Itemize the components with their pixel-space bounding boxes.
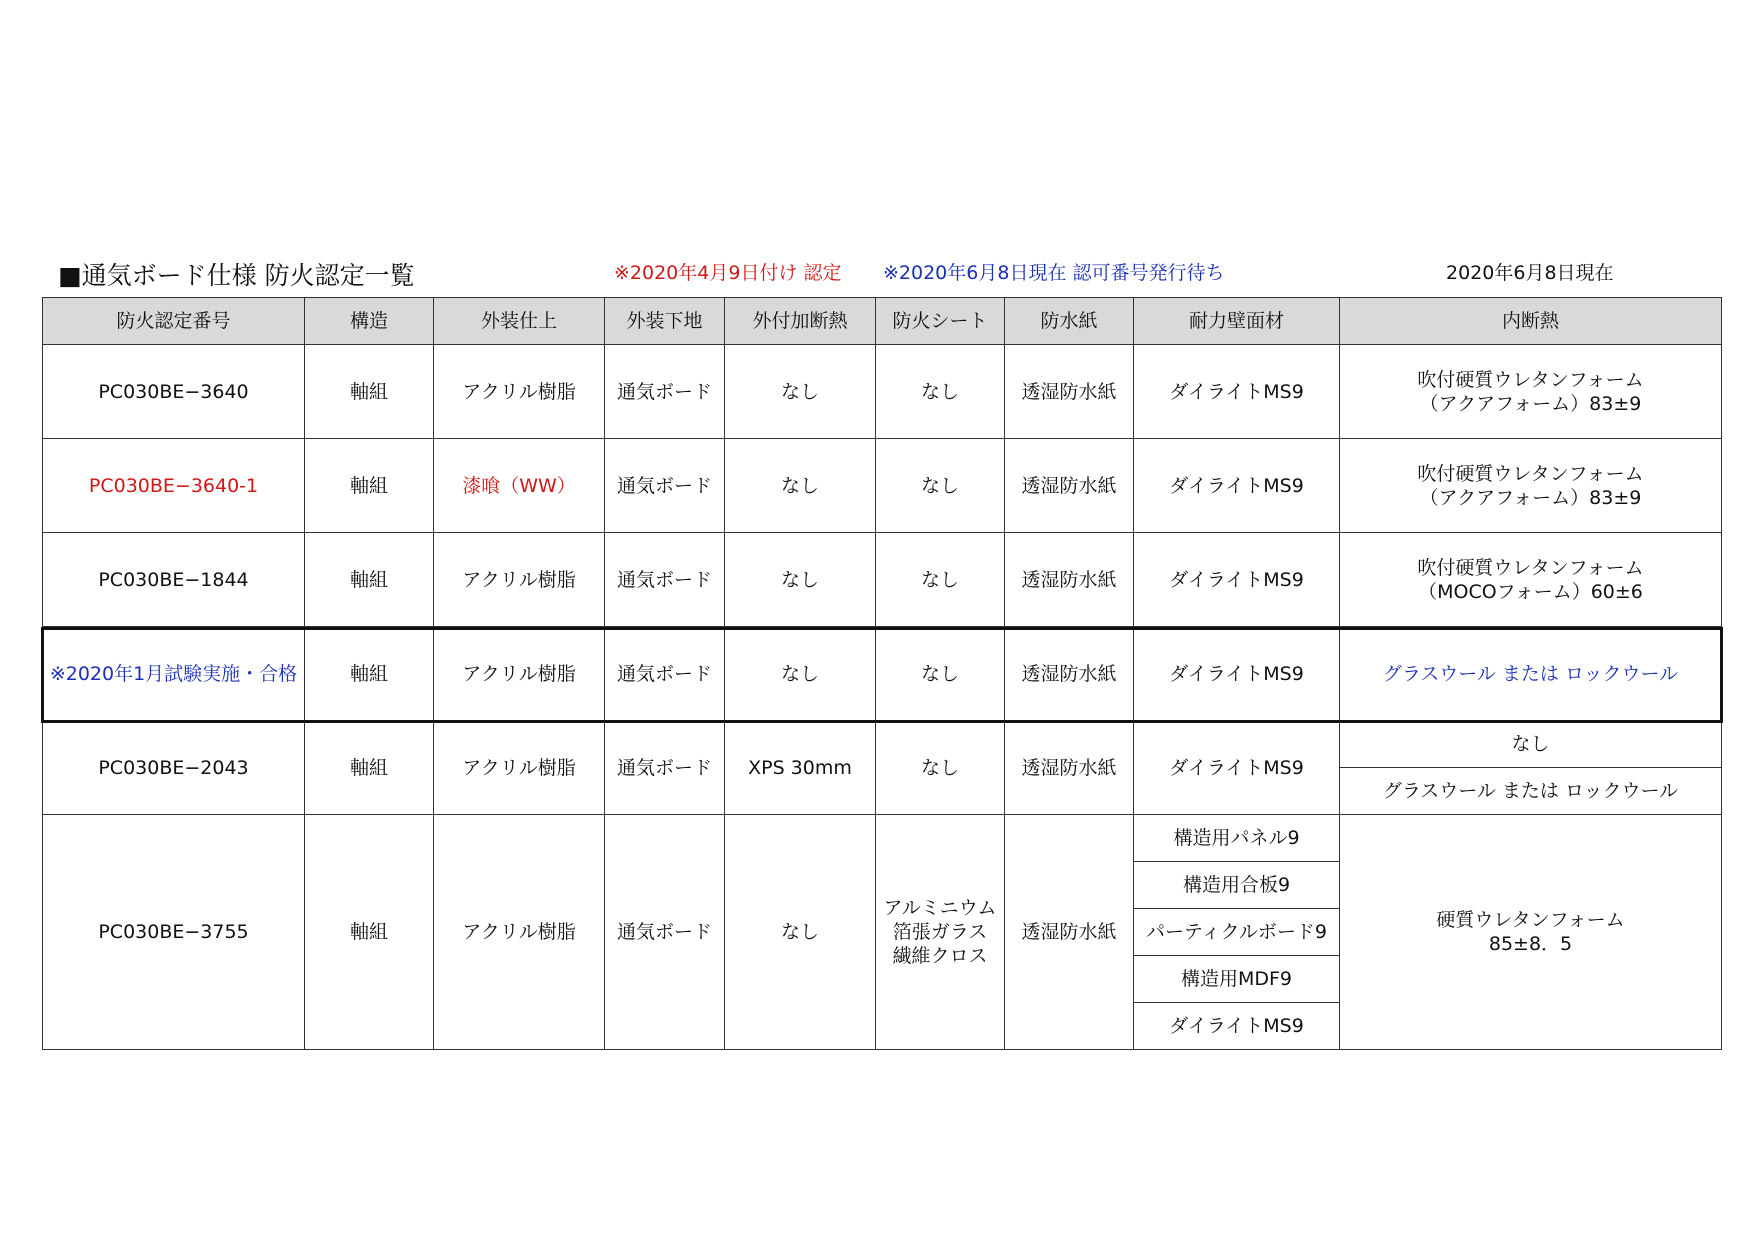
panel-option: 構造用合板9 (1134, 862, 1340, 909)
waterproof-cell: 透湿防水紙 (1005, 627, 1134, 721)
waterproof-cell: 透湿防水紙 (1005, 345, 1134, 439)
fire-sheet-cell: アルミニウム 箔張ガラス 繊維クロス (876, 815, 1005, 1050)
col-structure: 構造 (305, 298, 434, 345)
col-external-insulation: 外付加断熱 (725, 298, 876, 345)
col-inner-insulation: 内断熱 (1340, 298, 1722, 345)
inner-insulation-option-b: グラスウール または ロックウール (1340, 768, 1722, 815)
finish-cell: アクリル樹脂 (434, 345, 605, 439)
pending-note: ※2020年6月8日現在 認可番号発行待ち (883, 262, 1225, 284)
base-cell: 通気ボード (605, 439, 725, 533)
panel-option: 構造用MDF9 (1134, 956, 1340, 1003)
base-cell: 通気ボード (605, 815, 725, 1050)
fire-sheet-cell: なし (876, 345, 1005, 439)
table-row (43, 533, 1722, 627)
ext-insulation-cell: なし (725, 627, 876, 721)
waterproof-cell: 透湿防水紙 (1005, 815, 1134, 1050)
structure-cell: 軸組 (305, 345, 434, 439)
cert-number: PC030BE−3640 (43, 345, 305, 439)
fire-certification-table (42, 297, 1722, 1050)
col-fire-sheet: 防火シート (876, 298, 1005, 345)
page-title: ■通気ボード仕様 防火認定一覧 (58, 261, 415, 290)
col-exterior-base: 外装下地 (605, 298, 725, 345)
fire-sheet-cell: なし (876, 627, 1005, 721)
col-waterproof-paper: 防水紙 (1005, 298, 1134, 345)
inner-insulation-cell: 吹付硬質ウレタンフォーム （アクアフォーム）83±9 (1340, 345, 1722, 439)
ext-insulation-cell: なし (725, 533, 876, 627)
structure-cell: 軸組 (305, 627, 434, 721)
inner-insulation-option-a: なし (1340, 721, 1722, 768)
col-exterior-finish: 外装仕上 (434, 298, 605, 345)
inner-insulation-cell: 吹付硬質ウレタンフォーム （MOCOフォーム）60±6 (1340, 533, 1722, 627)
panel-cell: ダイライトMS9 (1134, 721, 1340, 815)
finish-cell: アクリル樹脂 (434, 533, 605, 627)
ext-insulation-cell: なし (725, 439, 876, 533)
col-cert-number: 防火認定番号 (43, 298, 305, 345)
inner-insulation-cell: 吹付硬質ウレタンフォーム （アクアフォーム）83±9 (1340, 439, 1722, 533)
structure-cell: 軸組 (305, 439, 434, 533)
table-row (43, 439, 1722, 533)
structure-cell: 軸組 (305, 721, 434, 815)
cert-number: PC030BE−1844 (43, 533, 305, 627)
base-cell: 通気ボード (605, 721, 725, 815)
header-row (43, 298, 1722, 345)
finish-cell: アクリル樹脂 (434, 721, 605, 815)
inner-insulation-cell: 硬質ウレタンフォーム 85±8．5 (1340, 815, 1722, 1050)
inner-insulation-cell: グラスウール または ロックウール (1340, 627, 1722, 721)
finish-cell: アクリル樹脂 (434, 627, 605, 721)
ext-insulation-cell: XPS 30mm (725, 721, 876, 815)
base-cell: 通気ボード (605, 533, 725, 627)
waterproof-cell: 透湿防水紙 (1005, 533, 1134, 627)
waterproof-cell: 透湿防水紙 (1005, 721, 1134, 815)
structure-cell: 軸組 (305, 815, 434, 1050)
waterproof-cell: 透湿防水紙 (1005, 439, 1134, 533)
cert-number: ※2020年1月試験実施・合格 (43, 627, 305, 721)
fire-sheet-cell: なし (876, 439, 1005, 533)
col-bearing-panel: 耐力壁面材 (1134, 298, 1340, 345)
finish-cell: 漆喰（WW） (434, 439, 605, 533)
table-row (43, 345, 1722, 439)
table-row-highlighted (43, 627, 1722, 721)
finish-cell: アクリル樹脂 (434, 815, 605, 1050)
cert-number: PC030BE−3640-1 (43, 439, 305, 533)
panel-option: ダイライトMS9 (1134, 1003, 1340, 1050)
cert-number: PC030BE−3755 (43, 815, 305, 1050)
ext-insulation-cell: なし (725, 345, 876, 439)
as-of-date: 2020年6月8日現在 (1446, 262, 1614, 284)
table-row (43, 721, 1722, 768)
table-row (43, 815, 1722, 862)
panel-option: パーティクルボード9 (1134, 909, 1340, 956)
fire-sheet-cell: なし (876, 533, 1005, 627)
base-cell: 通気ボード (605, 627, 725, 721)
structure-cell: 軸組 (305, 533, 434, 627)
fire-sheet-cell: なし (876, 721, 1005, 815)
panel-option: 構造用パネル9 (1134, 815, 1340, 862)
panel-cell: ダイライトMS9 (1134, 439, 1340, 533)
cert-number: PC030BE−2043 (43, 721, 305, 815)
approval-note: ※2020年4月9日付け 認定 (614, 262, 842, 284)
base-cell: 通気ボード (605, 345, 725, 439)
ext-insulation-cell: なし (725, 815, 876, 1050)
panel-cell: ダイライトMS9 (1134, 345, 1340, 439)
panel-cell: ダイライトMS9 (1134, 533, 1340, 627)
panel-cell: ダイライトMS9 (1134, 627, 1340, 721)
